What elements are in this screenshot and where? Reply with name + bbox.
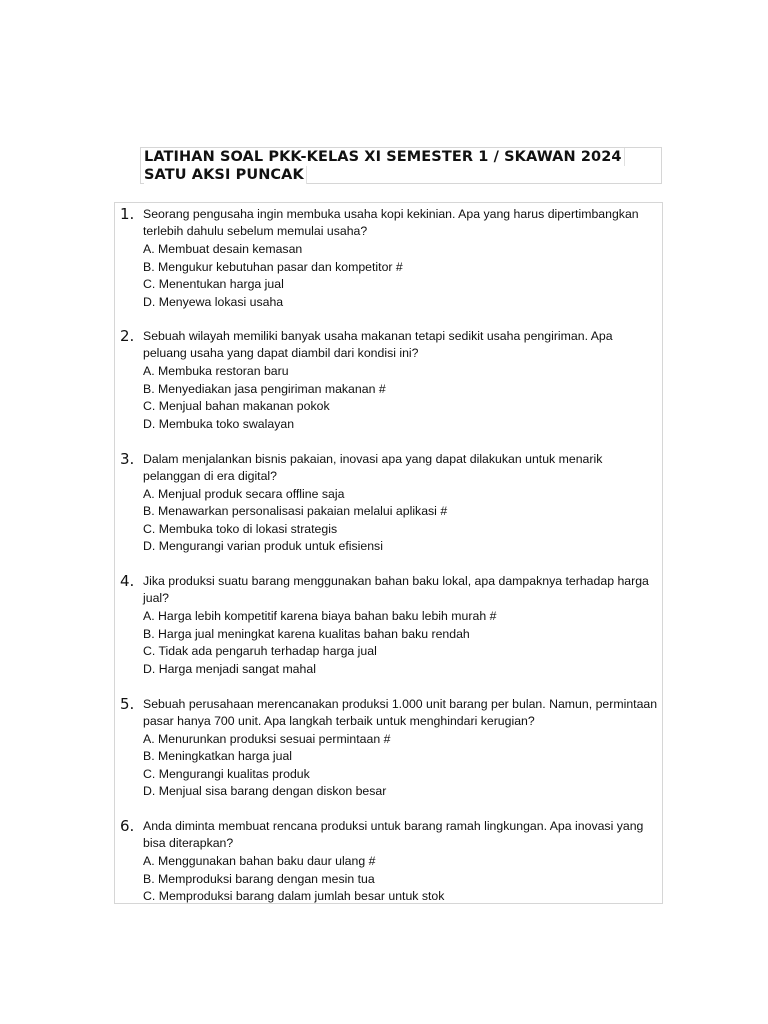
- document-subtitle: SATU AKSI PUNCAK: [144, 166, 307, 184]
- option-a: A. Harga lebih kompetitif karena biaya bahan baku lebih murah #: [143, 609, 497, 623]
- option-d: D. Membuka toko swalayan: [143, 416, 295, 431]
- question-number: 2.: [120, 327, 135, 345]
- option-d: D. Mengurangi varian produk untuk efisiensi: [143, 539, 383, 553]
- option-b: B. Mengukur kebutuhan pasar dan kompetitor #: [143, 259, 403, 274]
- question-number: 1.: [120, 205, 135, 223]
- question-number: 4.: [120, 572, 135, 590]
- question-text: Jika produksi suatu barang menggunakan bahan baku lokal, apa dampaknya terhadap harga jual?: [143, 574, 649, 606]
- question-text: Sebuah wilayah memiliki banyak usaha makanan tetapi sedikit usaha pengiriman. Apa peluang usaha yang dapat diambil dari kondisi ini?: [143, 329, 613, 361]
- question-number: 5.: [120, 694, 135, 713]
- option-c: C. Mengurangi kualitas produk: [143, 766, 310, 781]
- option-b: B. Harga jual meningkat karena kualitas bahan baku rendah: [143, 626, 470, 641]
- document-title: LATIHAN SOAL PKK-KELAS XI SEMESTER 1 / SKAWAN 2024: [144, 148, 625, 166]
- option-c: C. Menjual bahan makanan pokok: [143, 399, 330, 413]
- question-text: Anda diminta membuat rencana produksi untuk barang ramah lingkungan. Apa inovasi yang bisa diterapkan?: [143, 819, 644, 851]
- option-b: B. Menyediakan jasa pengiriman makanan #: [143, 381, 386, 396]
- option-a: A. Menjual produk secara offline saja: [143, 486, 345, 501]
- option-b: B. Meningkatkan harga jual: [143, 749, 293, 763]
- option-a: A. Membuat desain kemasan: [143, 242, 303, 256]
- option-a: A. Menggunakan bahan baku daur ulang #: [143, 854, 376, 868]
- option-c: C. Membuka toko di lokasi strategis: [143, 521, 338, 536]
- option-d: D. Menjual sisa barang dengan diskon besar: [143, 784, 387, 798]
- option-b: B. Memproduksi barang dengan mesin tua: [143, 871, 375, 886]
- question-text: Dalam menjalankan bisnis pakaian, inovasi apa yang dapat dilakukan untuk menarik pelanggan di era digital?: [143, 451, 603, 483]
- option-c: C. Tidak ada pengaruh terhadap harga jual: [143, 644, 377, 658]
- option-a: A. Membuka restoran baru: [143, 364, 289, 378]
- option-d: D. Harga menjadi sangat mahal: [143, 661, 316, 676]
- option-b: B. Menawarkan personalisasi pakaian melalui aplikasi #: [143, 504, 448, 518]
- document-title-box: [140, 147, 662, 184]
- question-list: [114, 202, 663, 904]
- option-c: C. Menentukan harga jual: [143, 277, 284, 291]
- question-text: Sebuah perusahaan merencanakan produksi 1.000 unit barang per bulan. Namun, permintaan pasar hanya 700 unit. Apa langkah terbaik untuk menghindari kerugian?: [143, 696, 658, 728]
- option-a: A. Menurunkan produksi sesuai permintaan #: [143, 731, 391, 746]
- option-c: C. Memproduksi barang dalam jumlah besar untuk stok: [143, 889, 445, 903]
- question-number: 6.: [120, 817, 135, 835]
- option-d: D. Menyewa lokasi usaha: [143, 294, 284, 309]
- question-text: Seorang pengusaha ingin membuka usaha kopi kekinian. Apa yang harus dipertimbangkan terlebih dahulu sebelum memulai usaha?: [143, 207, 639, 239]
- question-number: 3.: [120, 449, 135, 468]
